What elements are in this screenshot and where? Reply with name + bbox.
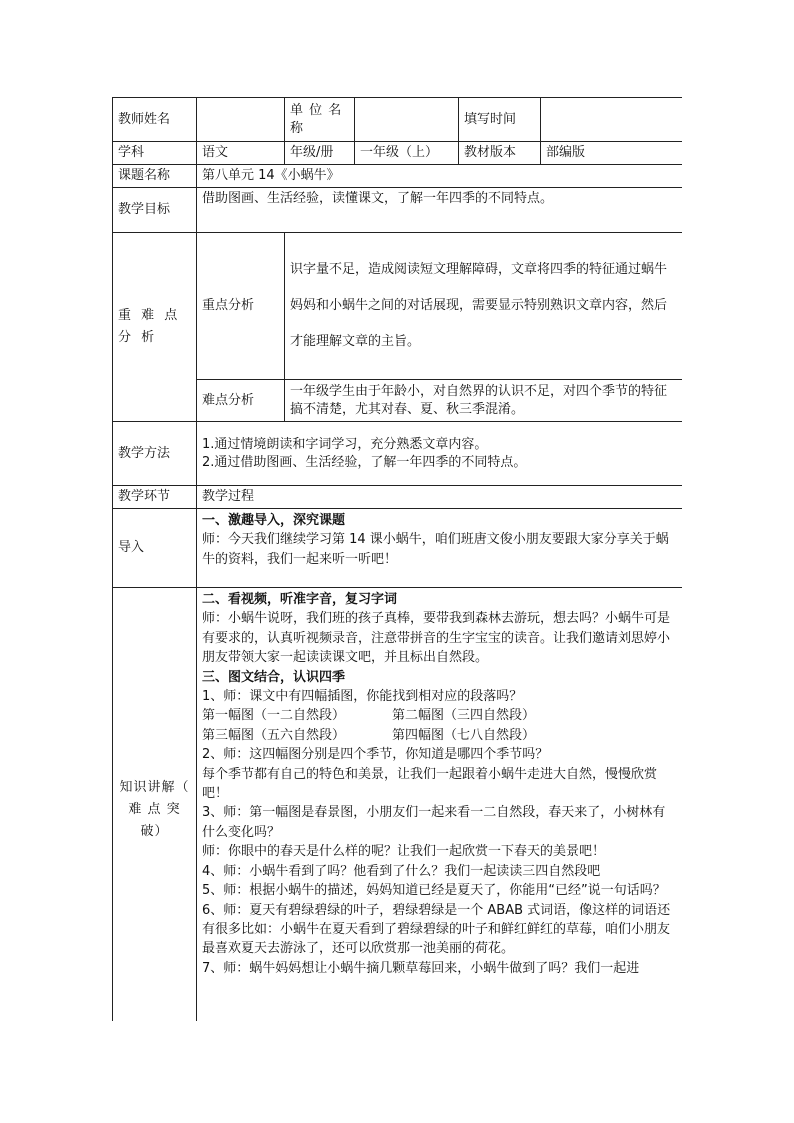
grade-value: 一年级（上） xyxy=(355,142,459,165)
picture-2: 第二幅图（三四自然段） xyxy=(392,708,536,724)
key-point-value: 识字量不足，造成阅读短文理解障碍，文章将四季的特征通过蜗牛妈妈和小蜗牛之间的对话展现，需要显示特别熟识文章内容，然后才能理解文章的主旨。 xyxy=(285,233,683,380)
hard-point-label: 难点分析 xyxy=(197,380,285,422)
row-hard-analysis xyxy=(113,380,683,422)
row-intro xyxy=(113,509,683,588)
fill-time-value[interactable] xyxy=(541,98,683,142)
row-key-analysis xyxy=(113,233,683,380)
teaching-methods-value xyxy=(197,422,683,486)
method-item: 1.通过情境朗读和字词学习，充分熟悉文章内容。 xyxy=(202,436,488,452)
fill-time-label: 填写时间 xyxy=(459,98,541,142)
difficulty-analysis-label: 重 难 点 分 析 xyxy=(113,233,197,422)
method-item: 2.通过借助图画、生活经验，了解一年四季的不同特点。 xyxy=(202,454,527,470)
question-3-follow: 师：你眼中的春天是什么样的呢？让我们一起欣赏一下春天的美景吧！ xyxy=(202,844,606,860)
lesson-title-value: 第八单元 14《小蜗牛》 xyxy=(197,165,683,188)
row-subject xyxy=(113,142,683,165)
textbook-version-value: 部编版 xyxy=(541,142,683,165)
subject-label: 学科 xyxy=(113,142,197,165)
intro-content xyxy=(197,509,683,588)
row-lesson xyxy=(113,165,683,188)
teaching-process-label: 教学过程 xyxy=(197,486,683,509)
teaching-step-label: 教学环节 xyxy=(113,486,197,509)
teaching-goals-label: 教学目标 xyxy=(113,188,197,233)
picture-3: 第三幅图（五六自然段） xyxy=(202,727,346,743)
teacher-name-label: 教师姓名 xyxy=(113,98,197,142)
row-knowledge xyxy=(113,588,683,1022)
row-goals xyxy=(113,188,683,233)
hard-point-value: 一年级学生由于年龄小，对自然界的认识不足，对四个季节的特征搞不清楚，尤其对春、夏、秋三季混淆。 xyxy=(285,380,683,422)
unit-name-label: 单 位 名 称 xyxy=(285,98,355,142)
lesson-plan-page xyxy=(112,97,682,1021)
question-5: 5、师：根据小蜗牛的描述，妈妈知道已经是夏天了，你能用“已经”说一句话吗？ xyxy=(202,883,666,899)
picture-pair-1 xyxy=(202,706,677,725)
lesson-plan-table xyxy=(112,97,682,1021)
question-1: 1、师：课文中有四幅插图，你能找到相对应的段落吗？ xyxy=(202,689,523,705)
textbook-version-label: 教材版本 xyxy=(459,142,541,165)
section-3-title: 三、图文结合，认识四季 xyxy=(202,669,346,685)
question-2-follow: 每个季节都有自己的特色和美景，让我们一起跟着小蜗牛走进大自然，慢慢欣赏吧！ xyxy=(202,766,658,802)
section-2-title: 二、看视频，听准字音，复习字词 xyxy=(202,592,398,607)
knowledge-content xyxy=(197,588,683,1022)
intro-text: 师：今天我们继续学习第 14 课小蜗牛，咱们班唐文俊小朋友要跟大家分享关于蜗牛的资料，我们一起来听一听吧！ xyxy=(202,532,669,567)
knowledge-label: 知识讲解（ 难 点 突 破） xyxy=(113,588,197,1022)
unit-name-value[interactable] xyxy=(355,98,459,142)
row-process-head xyxy=(113,486,683,509)
teacher-name-value[interactable] xyxy=(197,98,285,142)
question-6: 6、师：夏天有碧绿碧绿的叶子，碧绿碧绿是一个 ABAB 式词语，像这样的词语还有很多比如：小蜗牛在夏天看到了碧绿碧绿的叶子和鲜红鲜红的草莓，咱们小朋友最喜欢夏天去游泳了，还可以欣赏那一池美丽的荷花。 xyxy=(202,902,671,957)
intro-label: 导入 xyxy=(113,509,197,588)
intro-title: 一、激趣导入，深究课题 xyxy=(202,513,346,528)
row-methods xyxy=(113,422,683,486)
picture-1: 第一幅图（一二自然段） xyxy=(202,708,346,724)
grade-label: 年级/册 xyxy=(285,142,355,165)
key-point-label: 重点分析 xyxy=(197,233,285,380)
subject-value: 语文 xyxy=(197,142,285,165)
question-3: 3、师：第一幅图是春景图，小朋友们一起来看一二自然段，春天来了，小树林有什么变化吗？ xyxy=(202,805,666,840)
lesson-title-label: 课题名称 xyxy=(113,165,197,188)
row-header xyxy=(113,98,683,142)
question-4: 4、师：小蜗牛看到了吗？他看到了什么？我们一起读读三四自然段吧 xyxy=(202,863,601,879)
teaching-methods-label: 教学方法 xyxy=(113,422,197,486)
question-2: 2、师：这四幅图分别是四个季节，你知道是哪四个季节吗？ xyxy=(202,747,549,763)
picture-4: 第四幅图（七八自然段） xyxy=(392,727,536,743)
question-7: 7、师：蜗牛妈妈想让小蜗牛摘几颗草莓回来，小蜗牛做到了吗？我们一起进 xyxy=(202,960,640,976)
section-2-text: 师：小蜗牛说呀，我们班的孩子真棒，要带我到森林去游玩，想去吗？小蜗牛可是有要求的，认真听视频录音，注意带拼音的生字宝宝的读音。让我们邀请刘思婷小朋友带领大家一起读读课文吧，并且标出自然段。 xyxy=(202,611,671,666)
teaching-goals-value: 借助图画、生活经验，读懂课文，了解一年四季的不同特点。 xyxy=(197,188,683,233)
picture-pair-2 xyxy=(202,726,677,745)
